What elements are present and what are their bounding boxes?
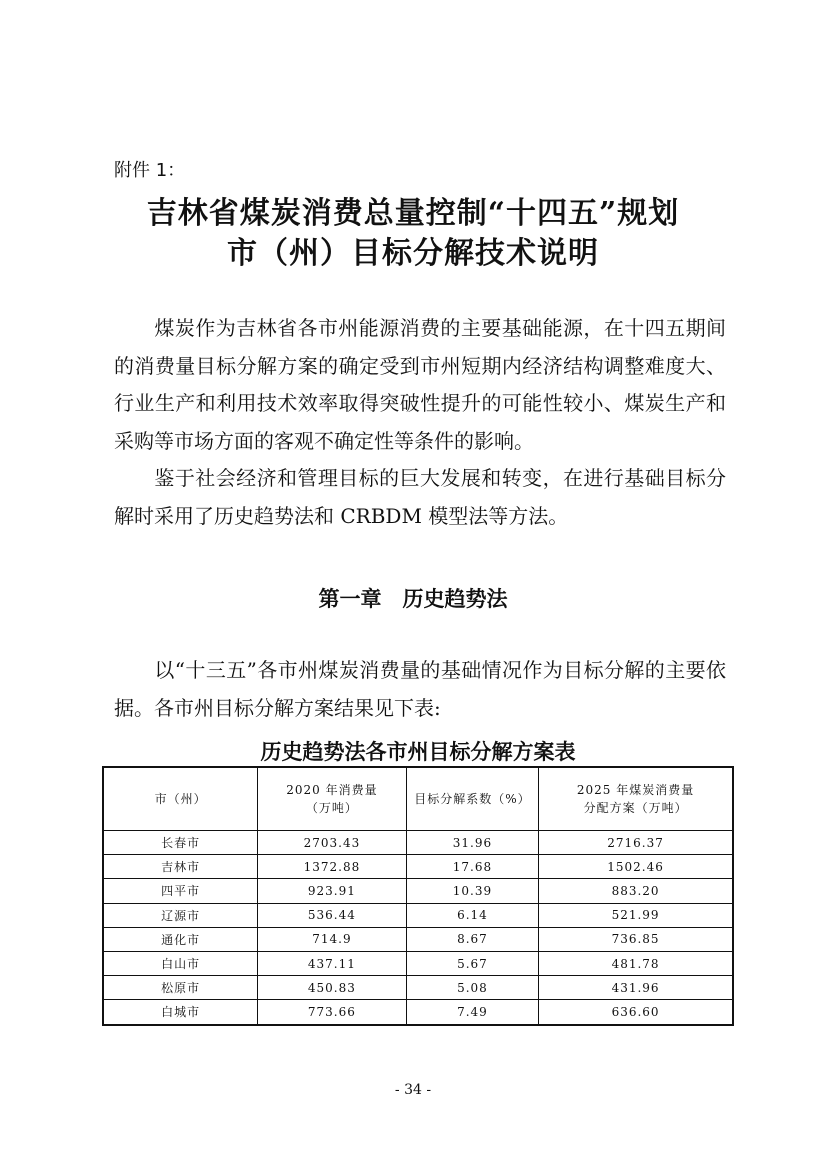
- cell-allocation: 2716.37: [539, 831, 733, 855]
- table-row: [103, 855, 733, 879]
- chapter-heading: 第一章 历史趋势法: [318, 587, 508, 611]
- header-allocation: [539, 767, 733, 831]
- table-row: [103, 879, 733, 903]
- cell-coefficient: 5.08: [406, 976, 539, 1000]
- table-row: [103, 927, 733, 951]
- cell-consumption: 437.11: [258, 951, 407, 975]
- header-consumption-line-2: （万吨）: [305, 801, 358, 815]
- cell-city: 白山市: [103, 951, 258, 975]
- table-row: [103, 831, 733, 855]
- header-consumption-line-1: 2020 年消费量: [286, 783, 378, 797]
- header-coefficient: 目标分解系数（%）: [406, 767, 539, 831]
- header-allocation-line-1: 2025 年煤炭消费量: [576, 783, 695, 797]
- cell-coefficient: 6.14: [406, 903, 539, 927]
- cell-city: 吉林市: [103, 855, 258, 879]
- basis-paragraph-text: 以“十三五”各市州煤炭消费量的基础情况作为目标分解的主要依据。各市州目标分解方案结果见下表:: [114, 658, 726, 720]
- cell-city: 白城市: [103, 1000, 258, 1025]
- header-consumption: [258, 767, 407, 831]
- cell-city: 四平市: [103, 879, 258, 903]
- cell-consumption: 536.44: [258, 903, 407, 927]
- table-header-row: [103, 767, 733, 831]
- table-row: [103, 951, 733, 975]
- cell-allocation: 481.78: [539, 951, 733, 975]
- cell-coefficient: 31.96: [406, 831, 539, 855]
- table-row: [103, 1000, 733, 1025]
- cell-coefficient: 5.67: [406, 951, 539, 975]
- cell-allocation: 521.99: [539, 903, 733, 927]
- cell-allocation: 1502.46: [539, 855, 733, 879]
- cell-coefficient: 7.49: [406, 1000, 539, 1025]
- table-row: [103, 976, 733, 1000]
- cell-coefficient: 17.68: [406, 855, 539, 879]
- allocation-table: [102, 766, 734, 1026]
- cell-consumption: 450.83: [258, 976, 407, 1000]
- cell-consumption: 714.9: [258, 927, 407, 951]
- document-title-line-1: 吉林省煤炭消费总量控制“十四五”规划: [146, 196, 680, 231]
- intro-paragraph-text: 煤炭作为吉林省各市州能源消费的主要基础能源，在十四五期间的消费量目标分解方案的确定受到市州短期内经济结构调整难度大、行业生产和利用技术效率取得突破性提升的可能性较小、煤炭生产和采购等市场方面的客观不确定性等条件的影响。: [114, 316, 726, 453]
- cell-allocation: 736.85: [539, 927, 733, 951]
- cell-city: 长春市: [103, 831, 258, 855]
- cell-consumption: 773.66: [258, 1000, 407, 1025]
- cell-city: 通化市: [103, 927, 258, 951]
- table-row: [103, 903, 733, 927]
- page-number: - 34 -: [394, 1082, 432, 1098]
- cell-allocation: 636.60: [539, 1000, 733, 1025]
- intro-paragraph: [114, 310, 726, 460]
- cell-consumption: 1372.88: [258, 855, 407, 879]
- cell-allocation: 883.20: [539, 879, 733, 903]
- method-paragraph-text: 鉴于社会经济和管理目标的巨大发展和转变，在进行基础目标分解时采用了历史趋势法和 CRBDM 模型法等方法。: [114, 466, 726, 528]
- header-city: 市（州）: [103, 767, 258, 831]
- cell-coefficient: 8.67: [406, 927, 539, 951]
- header-allocation-line-2: 分配方案（万吨）: [583, 801, 688, 815]
- table-title: 历史趋势法各市州目标分解方案表: [260, 740, 576, 764]
- cell-allocation: 431.96: [539, 976, 733, 1000]
- cell-coefficient: 10.39: [406, 879, 539, 903]
- cell-city: 辽源市: [103, 903, 258, 927]
- cell-city: 松原市: [103, 976, 258, 1000]
- cell-consumption: 2703.43: [258, 831, 407, 855]
- cell-consumption: 923.91: [258, 879, 407, 903]
- basis-paragraph: [114, 652, 726, 727]
- method-paragraph: [114, 460, 726, 535]
- annex-label: 附件 1：: [114, 160, 186, 181]
- document-title-line-2: 市（州）目标分解技术说明: [227, 236, 599, 271]
